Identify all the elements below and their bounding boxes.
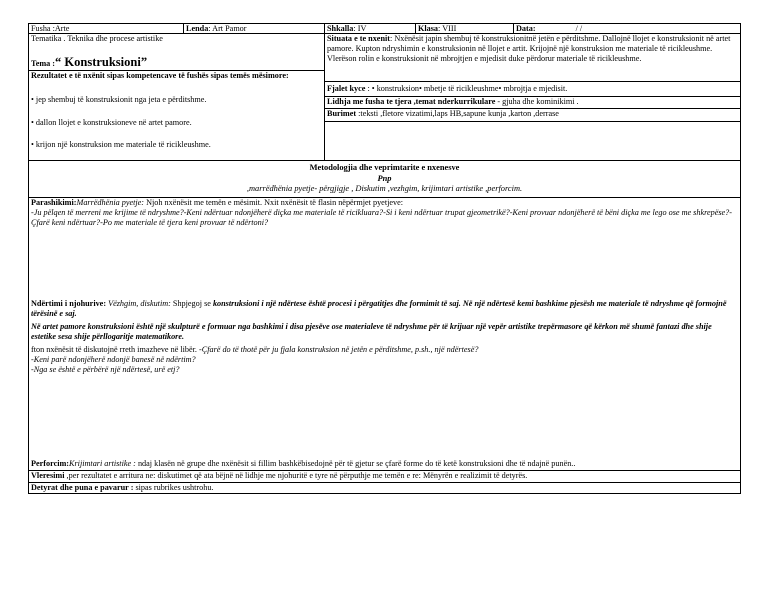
fjalet-text: : • konstruksion• mbetje të ricikleushme• mbrojtja e mjedisit. — [365, 84, 568, 93]
detyrat-label: Detyrat dhe puna e pavarur : — [31, 483, 134, 492]
parashikimi-line — [31, 198, 403, 208]
ndertimi-method: Vëzhgim, diskutim: — [106, 299, 171, 308]
ndertimi-block — [31, 299, 737, 319]
metodologjia-sub: Pnp — [377, 173, 392, 183]
fjalet-label: Fjalet kyce — [327, 84, 366, 93]
lenda-cell — [186, 24, 247, 34]
lenda-label: Lenda — [186, 24, 209, 33]
perforcim-method: Krijimtari artistike : — [69, 459, 136, 468]
metodologjia-methods: ,marrëdhënia pyetje- përgjigje , Diskutim ,vezhgim, krijimtari artistike ,perforcim. — [246, 184, 523, 193]
lidhja-row — [327, 97, 579, 107]
klasa-value: : VIII — [438, 24, 457, 33]
rezultat-item-2: • dallon llojet e konstruksioneve në artet pamore. — [31, 118, 192, 127]
parashikimi-text: Njoh nxënësit me temën e mësimit. Nxit nxënësit të flasin nëpërmjet pyetjeve: — [144, 198, 404, 207]
perforcim-label: Perforcim: — [31, 459, 70, 468]
data-cell — [516, 24, 582, 34]
ndertimi-q2: -Keni parë ndonjëherë ndonjë banesë në ndërtim? — [31, 355, 196, 364]
shkalla-cell — [327, 24, 366, 34]
rezultat-item-1: • jep shembuj të konstruksionit nga jeta e përditshme. — [31, 95, 207, 104]
vleresimi-label: Vleresimi — [31, 471, 65, 480]
detyrat-line — [31, 483, 213, 493]
fusha-cell: Fusha :Arte — [31, 24, 70, 33]
vleresimi-text: ,per rezultatet e arritura ne: diskutimet që ata bëjnë në lidhje me njohuritë e tyre në përputhje me temën e re: Mënyrën e realizimit të detyrës. — [64, 471, 528, 480]
ndertimi-q3: -Nga se është e përbërë një ndërtesë, urë etj? — [31, 365, 180, 374]
ndertimi-line3-italic: -Çfarë do të thotë për ju fjala konstruksion në jetën e përditshme, p.sh., një ndërtesë? — [199, 345, 479, 354]
lenda-value: : Art Pamor — [208, 24, 247, 33]
metodologjia-block — [28, 163, 741, 195]
rezultat-item-3: • krijon një konstruksion me materiale të ricikleushme. — [31, 140, 211, 149]
lidhja-text: - gjuha dhe kominikimi . — [495, 97, 579, 106]
data-value: / / — [575, 24, 583, 33]
data-label: Data: — [516, 24, 536, 33]
klasa-cell — [418, 24, 456, 34]
perforcim-text: ndaj klasën në grupe dhe nxënësit si fillim bashkëbisedojnë për të gjetur se çfarë forme do të ketë konstruksioni dhe të ndajnë punën.. — [135, 459, 576, 468]
burimet-row — [327, 109, 559, 119]
lidhja-label: Lidhja me fusha te tjera ,temat nderkurrikulare — [327, 97, 496, 106]
tema-label: Tema : — [31, 59, 56, 68]
vleresimi-line — [31, 471, 527, 481]
ndertimi-line3 — [31, 345, 478, 355]
shkalla-value: : IV — [353, 24, 367, 33]
ndertimi-text1: Shpjegoj se — [170, 299, 213, 308]
detyrat-text: sipas rubrikes ushtrohu. — [133, 483, 214, 492]
situata-text: : Nxënësit japin shembuj të konstruksionitnë jetën e përditshme. Dallojnë llojet e konstruksionit në artet pamore. Kupton ndryshimin e konstruksionin në llojet e artit. Krijojnë një konstruksion me materiale të ricikleushme. Vlerëson rolin e konstruksionit në mbrojtjen e mjedisit duke përdorur materiale të ricikleushme. — [327, 34, 731, 63]
burimet-text: :teksti ,fletore vizatimi,laps HB,sapune kunja ,karton ,derrase — [356, 109, 559, 118]
ndertimi-bold2: Në artet pamore konstruksioni është një skulpturë e formuar nga bashkimi i disa pjesëve ose materialeve të ndryshme për të krijuar një vepër artistike trepërmasore që kërkon më shumë fantazi dhe shije estetike sesa shije përllogaritje matematikore. — [31, 322, 712, 341]
parashikimi-label: Parashikimi: — [31, 198, 77, 207]
ndertimi-label: Ndërtimi i njohurive: — [31, 299, 107, 308]
klasa-label: Klasa — [418, 24, 439, 33]
fjalet-kyce-row — [327, 84, 567, 94]
perforcim-line — [31, 459, 575, 469]
parashikimi-questions: -Ju pëlqen të merreni me krijime të ndryshme?-Keni ndërtuar ndonjëherë diçka me materiale të ricikluara?-Si i keni ndërtuar trupat gjeometrikë?-Keni provuar ndonjëherë të bëni diçka me lego ose me shkrepëse?-Çfarë keni ndërtuar?-Po me materiale të tjera keni provuar të ndërtoni? — [31, 208, 732, 227]
parashikimi-method: Marrëdhënia pyetje: — [76, 198, 145, 207]
situata-label: Situata e te nxenit — [327, 34, 390, 43]
burimet-label: Burimet — [327, 109, 357, 118]
tema-line — [31, 55, 147, 71]
tematika-text: Tematika . Teknika dhe procese artistike — [31, 34, 163, 43]
ndertimi-bold1: konstruksioni i një ndërtese është procesi i përgatitjes dhe formimit të saj. Në një ndërtesë kemi bashkime pjesësh me materiale të ndryshme që formojnë tërësinë e saj. — [31, 299, 727, 318]
situata-cell — [327, 34, 737, 64]
shkalla-label: Shkalla — [327, 24, 354, 33]
metodologjia-title: Metodologjia dhe veprimtarite e nxenesve — [309, 163, 460, 172]
ndertimi-line3-plain: fton nxënësit të diskutojnë rreth imazheve në libër. — [31, 345, 200, 354]
rezultatet-label: Rezultatet e të nxënit sipas kompetencave të fushës sipas temës mësimore: — [31, 71, 289, 80]
tema-title: “ Konstruksioni” — [55, 55, 148, 69]
